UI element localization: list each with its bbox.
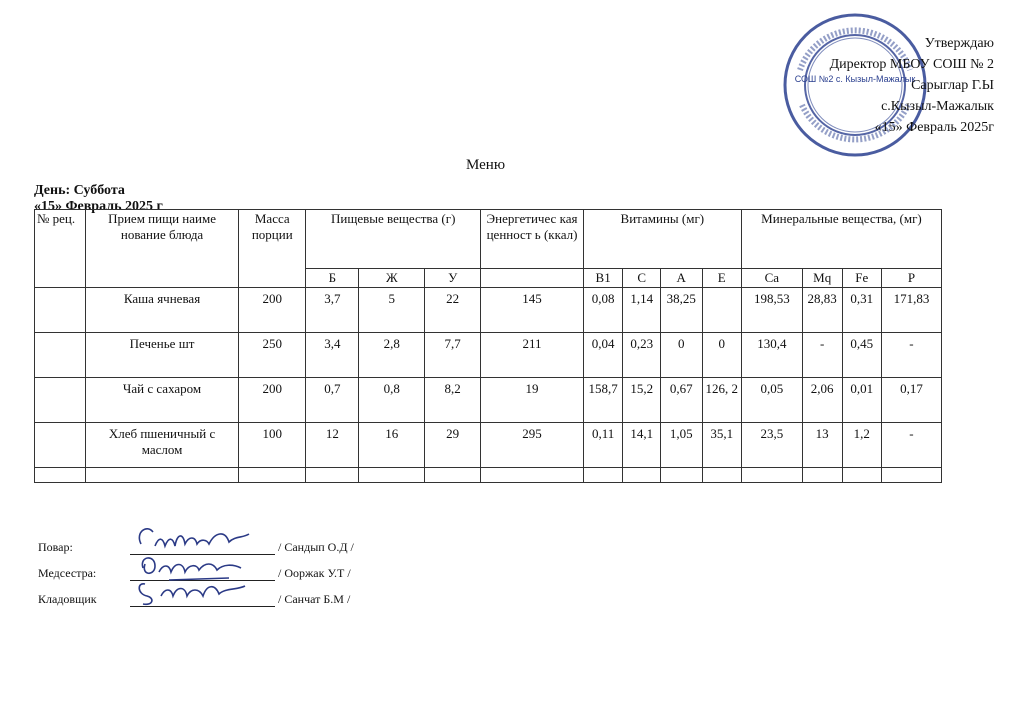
cell-energy: 295 bbox=[481, 423, 584, 468]
approval-line-5: «15» Февраль 2025г bbox=[874, 120, 994, 135]
cell-mass: 100 bbox=[239, 423, 306, 468]
subheader-mg: Mq bbox=[802, 269, 842, 288]
cell-c: 14,1 bbox=[623, 423, 660, 468]
cell-u: 8,2 bbox=[425, 378, 481, 423]
day-label: День: Суббота bbox=[34, 183, 125, 198]
cell-p: - bbox=[881, 333, 941, 378]
signature-name: / Санчат Б.М / bbox=[278, 592, 351, 606]
cell-ca: 0,05 bbox=[741, 378, 802, 423]
cell-e: 35,1 bbox=[702, 423, 741, 468]
header-dish: Прием пищи наиме нование блюда bbox=[85, 210, 239, 288]
signature-role: Кладовщик bbox=[38, 592, 97, 606]
approval-line-3: Сарыглар Г.Ы bbox=[911, 78, 994, 93]
cell-num bbox=[35, 333, 86, 378]
cell-fe: 0,31 bbox=[842, 288, 881, 333]
cell-energy: 211 bbox=[481, 333, 584, 378]
cell-dish: Хлеб пшеничный с маслом bbox=[85, 423, 239, 468]
cell-dish: Чай с сахаром bbox=[85, 378, 239, 423]
cell-fe: 0,45 bbox=[842, 333, 881, 378]
cell-u: 7,7 bbox=[425, 333, 481, 378]
cell-b: 0,7 bbox=[306, 378, 359, 423]
page-title: Меню bbox=[466, 157, 506, 173]
table-row-empty bbox=[35, 468, 942, 483]
cell-u: 29 bbox=[425, 423, 481, 468]
cell-e: 126, 2 bbox=[702, 378, 741, 423]
cell-p: - bbox=[881, 423, 941, 468]
approval-line-2: Директор МБОУ СОШ № 2 bbox=[829, 57, 994, 72]
cell-b: 3,7 bbox=[306, 288, 359, 333]
cell-a: 38,25 bbox=[660, 288, 702, 333]
cell-b: 3,4 bbox=[306, 333, 359, 378]
cell-mass: 250 bbox=[239, 333, 306, 378]
subheader-zh: Ж bbox=[359, 269, 425, 288]
cell-b1: 0,11 bbox=[583, 423, 623, 468]
cell-b1: 158,7 bbox=[583, 378, 623, 423]
cell-zh: 0,8 bbox=[359, 378, 425, 423]
cell-u: 22 bbox=[425, 288, 481, 333]
approval-line-4: с.Кызыл-Мажалык bbox=[881, 99, 994, 114]
cell-num bbox=[35, 423, 86, 468]
cell-b1: 0,08 bbox=[583, 288, 623, 333]
header-energy: Энергетичес кая ценност ь (ккал) bbox=[481, 210, 584, 269]
cell-c: 1,14 bbox=[623, 288, 660, 333]
subheader-fe: Fe bbox=[842, 269, 881, 288]
approval-block bbox=[830, 33, 994, 138]
cell-p: 171,83 bbox=[881, 288, 941, 333]
cell-a: 0 bbox=[660, 333, 702, 378]
cell-ca: 23,5 bbox=[741, 423, 802, 468]
cell-mass: 200 bbox=[239, 378, 306, 423]
menu-table bbox=[34, 209, 942, 483]
cell-dish: Каша ячневая bbox=[85, 288, 239, 333]
subheader-p: Р bbox=[881, 269, 941, 288]
header-vitamins: Витамины (мг) bbox=[583, 210, 741, 269]
signature-role: Медсестра: bbox=[38, 566, 97, 580]
cell-ca: 198,53 bbox=[741, 288, 802, 333]
cell-mg: - bbox=[802, 333, 842, 378]
cell-p: 0,17 bbox=[881, 378, 941, 423]
cell-c: 0,23 bbox=[623, 333, 660, 378]
cell-fe: 1,2 bbox=[842, 423, 881, 468]
header-minerals: Минеральные вещества, (мг) bbox=[741, 210, 941, 269]
cell-mass: 200 bbox=[239, 288, 306, 333]
cell-a: 1,05 bbox=[660, 423, 702, 468]
cell-fe: 0,01 bbox=[842, 378, 881, 423]
cell-b: 12 bbox=[306, 423, 359, 468]
approval-line-1: Утверждаю bbox=[924, 36, 994, 51]
cell-num bbox=[35, 288, 86, 333]
subheader-a: А bbox=[660, 269, 702, 288]
subheader-energy bbox=[481, 269, 584, 288]
signature-role: Повар: bbox=[38, 540, 73, 554]
cell-a: 0,67 bbox=[660, 378, 702, 423]
table-row bbox=[35, 423, 942, 468]
cell-zh: 2,8 bbox=[359, 333, 425, 378]
header-nutrients: Пищевые вещества (г) bbox=[306, 210, 481, 269]
table-row bbox=[35, 378, 942, 423]
cell-mg: 2,06 bbox=[802, 378, 842, 423]
cell-energy: 145 bbox=[481, 288, 584, 333]
cell-e: 0 bbox=[702, 333, 741, 378]
subheader-b: Б bbox=[306, 269, 359, 288]
cell-energy: 19 bbox=[481, 378, 584, 423]
table-row bbox=[35, 288, 942, 333]
header-mass: Масса порции bbox=[239, 210, 306, 288]
day-date: «15» Февраль 2025 г bbox=[34, 199, 163, 214]
stamp-text: СОШ №2 с. Кызыл-Мажалык bbox=[794, 74, 916, 84]
subheader-c: С bbox=[623, 269, 660, 288]
signature-name: / Сандып О.Д / bbox=[278, 540, 354, 554]
subheader-u: У bbox=[425, 269, 481, 288]
cell-ca: 130,4 bbox=[741, 333, 802, 378]
subheader-ca: Са bbox=[741, 269, 802, 288]
cell-zh: 16 bbox=[359, 423, 425, 468]
cell-mg: 28,83 bbox=[802, 288, 842, 333]
cell-zh: 5 bbox=[359, 288, 425, 333]
signature-name: / Ооржак У.Т / bbox=[278, 566, 351, 580]
subheader-b1: В1 bbox=[583, 269, 623, 288]
subheader-e: Е bbox=[702, 269, 741, 288]
header-num: № рец. bbox=[35, 210, 86, 288]
cell-dish: Печенье шт bbox=[85, 333, 239, 378]
cell-c: 15,2 bbox=[623, 378, 660, 423]
handwritten-signature bbox=[133, 574, 263, 610]
cell-b1: 0,04 bbox=[583, 333, 623, 378]
cell-num bbox=[35, 378, 86, 423]
table-row bbox=[35, 333, 942, 378]
cell-mg: 13 bbox=[802, 423, 842, 468]
cell-e bbox=[702, 288, 741, 333]
